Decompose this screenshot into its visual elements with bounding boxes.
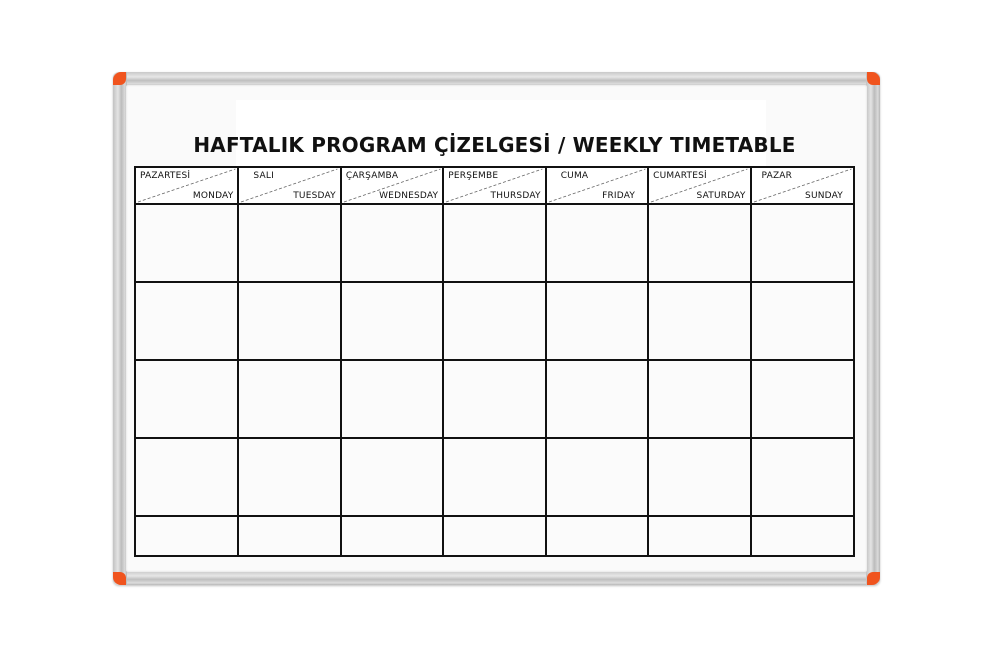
day-header-wednesday xyxy=(341,168,443,204)
day-label-en: SUNDAY xyxy=(805,191,843,201)
slot-cell[interactable] xyxy=(648,282,750,360)
slot-cell[interactable] xyxy=(648,516,750,555)
slot-cell[interactable] xyxy=(341,516,443,555)
day-header-sunday xyxy=(751,168,853,204)
frame-left xyxy=(113,72,127,585)
timetable-row xyxy=(136,438,853,516)
day-label-tr: PAZAR xyxy=(761,171,793,181)
slot-cell[interactable] xyxy=(443,204,545,282)
slot-cell[interactable] xyxy=(546,360,648,438)
slot-cell[interactable] xyxy=(751,438,853,516)
frame-top xyxy=(113,72,880,86)
slot-cell[interactable] xyxy=(648,204,750,282)
slot-cell[interactable] xyxy=(751,204,853,282)
frame-bottom xyxy=(113,571,880,585)
slot-cell[interactable] xyxy=(341,282,443,360)
slot-cell[interactable] xyxy=(136,516,238,555)
day-label-en: TUESDAY xyxy=(293,191,336,201)
corner-cap-top-right-icon xyxy=(867,72,880,85)
timetable-row xyxy=(136,360,853,438)
day-label-tr: PERŞEMBE xyxy=(448,171,499,181)
slot-cell[interactable] xyxy=(443,360,545,438)
timetable-row xyxy=(136,282,853,360)
slot-cell[interactable] xyxy=(648,360,750,438)
slot-cell[interactable] xyxy=(443,516,545,555)
slot-cell[interactable] xyxy=(238,438,340,516)
slot-cell[interactable] xyxy=(443,282,545,360)
day-label-tr: CUMARTESİ xyxy=(653,171,707,181)
slot-cell[interactable] xyxy=(136,204,238,282)
day-label-en: SATURDAY xyxy=(696,191,746,201)
slot-cell[interactable] xyxy=(546,282,648,360)
slot-cell[interactable] xyxy=(341,204,443,282)
day-label-en: MONDAY xyxy=(192,191,234,201)
day-header-friday xyxy=(546,168,648,204)
slot-cell[interactable] xyxy=(238,282,340,360)
slot-cell[interactable] xyxy=(136,282,238,360)
day-header-thursday xyxy=(443,168,545,204)
slot-cell[interactable] xyxy=(751,282,853,360)
slot-cell[interactable] xyxy=(648,438,750,516)
slot-cell[interactable] xyxy=(341,438,443,516)
slot-cell[interactable] xyxy=(751,360,853,438)
timetable-grid xyxy=(134,166,855,557)
day-label-en: THURSDAY xyxy=(490,191,541,201)
timetable-row xyxy=(136,204,853,282)
corner-cap-bottom-left-icon xyxy=(113,572,126,585)
board-title: HAFTALIK PROGRAM ÇİZELGESİ / WEEKLY TIMETABLE xyxy=(193,133,796,157)
slot-cell[interactable] xyxy=(238,360,340,438)
corner-cap-top-left-icon xyxy=(113,72,126,85)
slot-cell[interactable] xyxy=(238,516,340,555)
day-label-en: WEDNESDAY xyxy=(379,191,439,201)
day-header-saturday xyxy=(648,168,750,204)
day-header-tuesday xyxy=(238,168,340,204)
slot-cell[interactable] xyxy=(546,438,648,516)
slot-cell[interactable] xyxy=(136,438,238,516)
slot-cell[interactable] xyxy=(238,204,340,282)
slot-cell[interactable] xyxy=(136,360,238,438)
day-label-tr: SALI xyxy=(253,171,274,181)
slot-cell[interactable] xyxy=(751,516,853,555)
day-label-tr: PAZARTESİ xyxy=(140,171,191,181)
day-label-en: FRIDAY xyxy=(602,191,636,201)
day-label-tr: CUMA xyxy=(560,171,589,181)
timetable-row xyxy=(136,516,853,555)
slot-cell[interactable] xyxy=(546,516,648,555)
frame-right xyxy=(866,72,880,585)
slot-cell[interactable] xyxy=(341,360,443,438)
slot-cell[interactable] xyxy=(546,204,648,282)
timetable-table xyxy=(136,168,853,555)
day-header-monday xyxy=(136,168,238,204)
day-label-tr: ÇARŞAMBA xyxy=(345,171,399,181)
header-row xyxy=(136,168,853,204)
slot-cell[interactable] xyxy=(443,438,545,516)
